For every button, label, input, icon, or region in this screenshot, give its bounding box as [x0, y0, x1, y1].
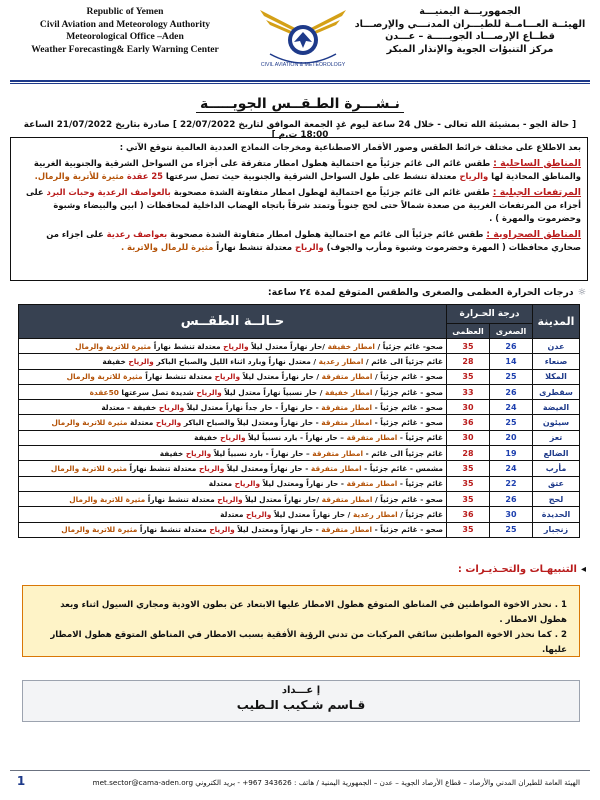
forecast-desert [17, 228, 581, 254]
max-temp-cell: 28 [447, 354, 490, 369]
city-cell: صنعاء [533, 354, 580, 369]
max-temp-cell: 33 [447, 384, 490, 399]
warnings-box [22, 585, 580, 657]
prepared-label: إ عـــداد [281, 685, 321, 696]
cond-temp: /حار نهاراً معتدل ليلاً [242, 494, 322, 504]
max-temp-cell: 35 [447, 369, 490, 384]
min-temp-cell: 25 [490, 415, 533, 430]
col-city: المدينة [533, 305, 580, 339]
forecast-table [18, 304, 580, 538]
cond-sky: مشمس - غائم جزئياً - [361, 464, 443, 474]
cond-wind: والرياح [217, 494, 243, 504]
forecast-box [10, 137, 588, 281]
cond-wind-level: معتدلة [127, 418, 156, 428]
cond-rain: امطار متفرقة [321, 402, 372, 412]
min-temp-cell: 26 [490, 339, 533, 354]
cond-wind: والرياح [223, 341, 249, 351]
table-row [19, 384, 580, 399]
cond-rain: امطار خفيفة [324, 387, 373, 397]
cond-wind: والرياح [209, 525, 235, 535]
cond-rain: امطار متفرقة [321, 494, 373, 504]
desert-label: المناطق الصحراوية : [486, 228, 581, 240]
warning-1: 1 . نحذر الاخوة المواطنين في المناطق المتوقع هطول الامطار عليها الابتعاد عن بطون الاودية ومجاري السيول اثناء وبعد هطول الامطار . [60, 600, 567, 625]
page-number: 1 [16, 774, 26, 788]
prepared-by-box [22, 680, 580, 722]
max-temp-cell: 35 [447, 522, 490, 537]
cond-rain: امطار رعدية [318, 356, 364, 366]
cond-sky: غائم جزئياً - [397, 433, 443, 443]
header-arabic [350, 6, 590, 56]
cond-temp: - حار نهاراً - حار جداً نهاراً معتدل ليلاً [184, 402, 322, 412]
city-cell: المكلا [533, 369, 580, 384]
table-row [19, 522, 580, 537]
cond-dust: 50عقدة [89, 387, 119, 397]
bulletin-title: نـشـــرة الطـقــس الجويـــــة [0, 96, 600, 112]
table-row [19, 476, 580, 491]
cond-wind: والرياح [155, 418, 182, 428]
max-temp-cell: 28 [447, 446, 490, 461]
authority-logo-icon [250, 2, 356, 74]
cond-rain: امطار متفرقة [310, 464, 362, 474]
city-cell: الغيضة [533, 400, 580, 415]
min-temp-cell: 25 [490, 369, 533, 384]
footer-text: الهيئة العامة للطيران المدني والأرصاد – قطاع الأرصاد الجوية – عدن – الجمهورية اليمنية / هاتف : 343626 967+ - بريد الكتروني met.sector@cama-aden.org [92, 778, 580, 787]
coastal-text-a: طقس غائم الى غائم جزئياً مع احتمالية هطول امطار متفرقة على أجزاء من السواحل الشرقية والجنوبية الغربية والمناطق المحاذية لها [33, 157, 581, 182]
cond-dust: مثيرة للاتربة والرمال [69, 494, 146, 504]
cond-temp: – حار نهاراً - بارد نسبياً ليلاً [245, 433, 347, 443]
table-row [19, 415, 580, 430]
cond-temp: - حار نهاراً ومعتدل ليلاً [260, 479, 347, 489]
cond-dust: مثيرة للاتربة والرمال [50, 464, 127, 474]
header-english [10, 6, 240, 56]
min-temp-cell: 22 [490, 476, 533, 491]
cond-temp: - حار نهاراً ومعتدل ليلاً والصباح الباكر [181, 418, 322, 428]
min-temp-cell: 19 [490, 446, 533, 461]
cond-wind: والرياح [214, 372, 241, 382]
forecast-coastal [17, 157, 581, 183]
table-title: ☼درجات الحرارة العظمى والصغرى والطقس المتوقع لمدة ٢٤ ساعة: [267, 287, 586, 298]
condition-cell [19, 507, 447, 522]
condition-cell [19, 476, 447, 491]
city-cell: تعز [533, 430, 580, 445]
min-temp-cell: 25 [490, 522, 533, 537]
condition-cell [19, 400, 447, 415]
cond-temp: / حار نسبياً نهاراً معتدل ليلاً [221, 387, 325, 397]
table-row [19, 339, 580, 354]
city-cell: سقطرى [533, 384, 580, 399]
header-en-line-4: Weather Forecasting& Early Warning Center [31, 43, 219, 55]
max-temp-cell: 35 [447, 476, 490, 491]
cond-sky: صحو - غائم جزئياً - [372, 402, 443, 412]
forecast-highlands [17, 186, 581, 225]
cond-sky: صحو - غائم جزئياً / [372, 387, 443, 397]
city-cell: سيئون [533, 415, 580, 430]
footer-divider [10, 770, 590, 771]
cond-wind-level: معتدلة تنشط نهاراً [126, 464, 199, 474]
coastal-wind: والرياح [459, 171, 489, 182]
cond-rain: امطار رعدية [352, 509, 398, 519]
cond-rain: امطار متفرقة [346, 433, 398, 443]
cond-sky: صحو - غائم جزئياً - [372, 418, 443, 428]
cond-dust: مثيرة للاتربة والرمال [61, 525, 138, 535]
arrow-icon: ◂ [580, 564, 586, 575]
cond-wind-level: معتدلة تنشط نهاراً [151, 341, 224, 351]
cond-wind-level: خفيفة - معتدلة [101, 402, 159, 412]
city-cell: الحديدة [533, 507, 580, 522]
header-divider-thin [10, 83, 590, 84]
cond-wind-level: شديدة تصل سرعتها [118, 387, 197, 397]
cond-dust: مثيرة للاتربة والرمال [75, 341, 152, 351]
warning-2: 2 . كما نحذر الاخوة المواطنين سائقي المركبات من تدني الرؤية الأفقية بسبب الامطار في المناطق المتوقع هطول الامطار عليها. [50, 630, 567, 655]
cond-temp: - حار نهاراً ومعتدل ليلاً [224, 464, 311, 474]
max-temp-cell: 35 [447, 339, 490, 354]
coastal-label: المناطق الساحلية : [493, 157, 581, 169]
cond-rain: امطار متفرقة [312, 448, 363, 458]
header-ar-line-3: قطــاع الإرصـــاد الجويـــــة – عـــدن [385, 31, 555, 42]
city-cell: الضالع [533, 446, 580, 461]
table-row [19, 491, 580, 506]
table-row [19, 507, 580, 522]
min-temp-cell: 24 [490, 400, 533, 415]
cond-temp: /حار نهاراً معتدل ليلاً [248, 341, 328, 351]
cond-sky: صحو- غائم جزئياً / [374, 341, 443, 351]
cond-temp: / معتدل نهاراً وبارد اثناء الليل والصباح الباكر [153, 356, 319, 366]
max-temp-cell: 36 [447, 507, 490, 522]
forecast-lead: بعد الاطلاع على مختلف خرائط الطقس وصور الأقمار الاصطناعية ومخرجات النماذج العددية العالمية نتوقع الآتي : [119, 142, 581, 152]
col-min: الصغرى [490, 324, 533, 339]
header-ar-line-4: مركز التنبؤات الجوية والإنذار المبكر [386, 43, 554, 55]
highlands-text-c: على أجزاء من المرتفعات الغربية من صعدة شمالاً حتى لحج جنوباً وتمتد شرقاً باتجاه الهضاب الداخلية لمحافظات ( ابين والبيضاء وشبوة وحضرموت والمهرة ) . [25, 186, 581, 223]
cond-temp: / حار نهاراً معتدل ليلاً [240, 372, 322, 382]
coastal-speed: 25 عقدة [126, 171, 163, 182]
condition-cell [19, 339, 447, 354]
condition-cell [19, 384, 447, 399]
condition-cell [19, 354, 447, 369]
header-divider [10, 80, 590, 82]
cond-wind-level: خفيفة [159, 448, 186, 458]
max-temp-cell: 36 [447, 415, 490, 430]
col-condition: حـالــة الطقــس [19, 305, 447, 339]
cond-wind: والرياح [234, 479, 261, 489]
desert-text-c: على اجزاء من صحاري محافظات ( المهرة وحضرموت وشبوة ومأرب والجوف) [46, 228, 581, 253]
cond-rain: امطار متفرقة [346, 479, 398, 489]
table-row [19, 354, 580, 369]
cond-sky: غائم جزئياً الى غائم - [363, 448, 443, 458]
desert-text-e: معتدلة تنشط نهاراً [216, 242, 293, 253]
condition-cell [19, 430, 447, 445]
sun-icon: ☼ [577, 287, 586, 298]
cond-sky: صحو - غائم جزئياً / [372, 494, 443, 504]
warnings-title: ◂التنبيهـات والتحـذيـرات : [457, 564, 586, 575]
col-max: العظمى [447, 324, 490, 339]
cond-wind-level: معتدلة تنشط نهاراً [142, 372, 215, 382]
cond-wind-level: معتدلة تنشط نهاراً [137, 525, 210, 535]
min-temp-cell: 14 [490, 354, 533, 369]
table-row [19, 461, 580, 476]
condition-cell [19, 415, 447, 430]
cond-sky: صحو - غائم جزئياً - [372, 525, 443, 535]
cond-wind: والرياح [198, 464, 225, 474]
highlands-text-a: طقس غائم الى غائم جزئياً مع احتمالية لهطول امطار متفاوتة الشدة مصحوبة [173, 186, 490, 197]
desert-wind: والرياح [294, 242, 324, 253]
cond-sky: غائم جزئياً الى غائم / [363, 356, 443, 366]
highlands-label: المرتفعات الجبلية : [492, 186, 581, 198]
cond-wind-level: خفيفة [102, 356, 129, 366]
header-ar-line-1: الجمهوريـــة اليمنيـــة [419, 6, 521, 17]
cond-temp: – حار نهاراً - بارد نسبياً ليلاً [211, 448, 313, 458]
city-cell: لحج [533, 491, 580, 506]
max-temp-cell: 30 [447, 400, 490, 415]
cond-wind: والرياح [220, 433, 246, 443]
cond-dust: مثيرة للاتربة والرمال [51, 418, 128, 428]
table-row [19, 400, 580, 415]
min-temp-cell: 20 [490, 430, 533, 445]
min-temp-cell: 26 [490, 384, 533, 399]
cond-wind: والرياح [128, 356, 154, 366]
table-row [19, 446, 580, 461]
bulletin-intro: [ حالة الجو - بمشيئة الله تعالى - خلال 24 ساعة ليوم غدٍ الجمعة الموافق لتاريخ 22/07/2022 ] صادرة بتاريخ 21/07/2022 الساعة 18:00 ت.م ] [23, 120, 577, 140]
cond-rain: امطار متفرقة [321, 525, 372, 535]
city-cell: عدن [533, 339, 580, 354]
max-temp-cell: 35 [447, 461, 490, 476]
table-row [19, 430, 580, 445]
min-temp-cell: 24 [490, 461, 533, 476]
max-temp-cell: 30 [447, 430, 490, 445]
header-en-line-1: Republic of Yemen [86, 6, 164, 17]
cond-sky: صحو - غائم جزئياً / [372, 372, 443, 382]
condition-cell [19, 369, 447, 384]
cond-temp: / حار نهاراً معتدل ليلاً [271, 509, 353, 519]
header-en-line-3: Meteorological Office –Aden [66, 31, 184, 42]
condition-cell [19, 491, 447, 506]
col-temp: درجة الحـرارة [447, 305, 533, 324]
city-cell: مأرب [533, 461, 580, 476]
min-temp-cell: 30 [490, 507, 533, 522]
cond-rain: امطار متفرقة [321, 372, 373, 382]
max-temp-cell: 35 [447, 491, 490, 506]
city-cell: زنجبار [533, 522, 580, 537]
cond-sky: غائم جزئياً - [397, 479, 443, 489]
logo-text: CIVIL AVIATION & METEOROLOGY [260, 62, 346, 68]
city-cell: عتق [533, 476, 580, 491]
coastal-text-c: معتدلة تنشط على طول السواحل الشرقية والجنوبية حيث تصل سرعتها [165, 171, 457, 182]
condition-cell [19, 461, 447, 476]
condition-cell [19, 446, 447, 461]
cond-temp: - حار نهاراً ومعتدل ليلاً [234, 525, 322, 535]
condition-cell [19, 522, 447, 537]
desert-dust: مثيرة للرمال والاتربة . [120, 242, 214, 253]
cond-dust: مثيرة للاتربة والرمال [66, 372, 143, 382]
cond-sky: غائم جزئياً / [397, 509, 443, 519]
table-row [19, 369, 580, 384]
desert-text-a: طقس غائم جزئياً الى غائم مع احتمالية هطول امطار متفاوتة الشدة مصحوبة [170, 228, 484, 239]
cond-wind: والرياح [245, 509, 272, 519]
header-ar-line-2: الهيئــة العـــامــة للطيـــران المدنـــي والإرصـــاد [354, 18, 586, 30]
prepared-name: قـاسم شـكيب الـطيب [236, 698, 366, 712]
coastal-dust: مثيرة للأتربة والرمال. [34, 171, 124, 182]
cond-rain: امطار متفرقة [321, 418, 372, 428]
cond-wind-level: معتدلة [220, 509, 246, 519]
highlands-storms: بالعواصف الرعدية وحبات البرد [46, 186, 171, 197]
cond-rain: امطار خفيفة [327, 341, 375, 351]
cond-wind-level: خفيفة [194, 433, 221, 443]
cond-wind: والرياح [196, 387, 222, 397]
cond-wind-level: معتدلة [208, 479, 235, 489]
header-en-line-2: Civil Aviation and Meteorology Authority [39, 18, 211, 30]
cond-wind-level: معتدلة تنشط نهاراً [145, 494, 218, 504]
desert-storms: بعواصف رعدية [106, 228, 168, 239]
cond-wind: والرياح [185, 448, 212, 458]
cond-wind: والرياح [158, 402, 185, 412]
min-temp-cell: 26 [490, 491, 533, 506]
